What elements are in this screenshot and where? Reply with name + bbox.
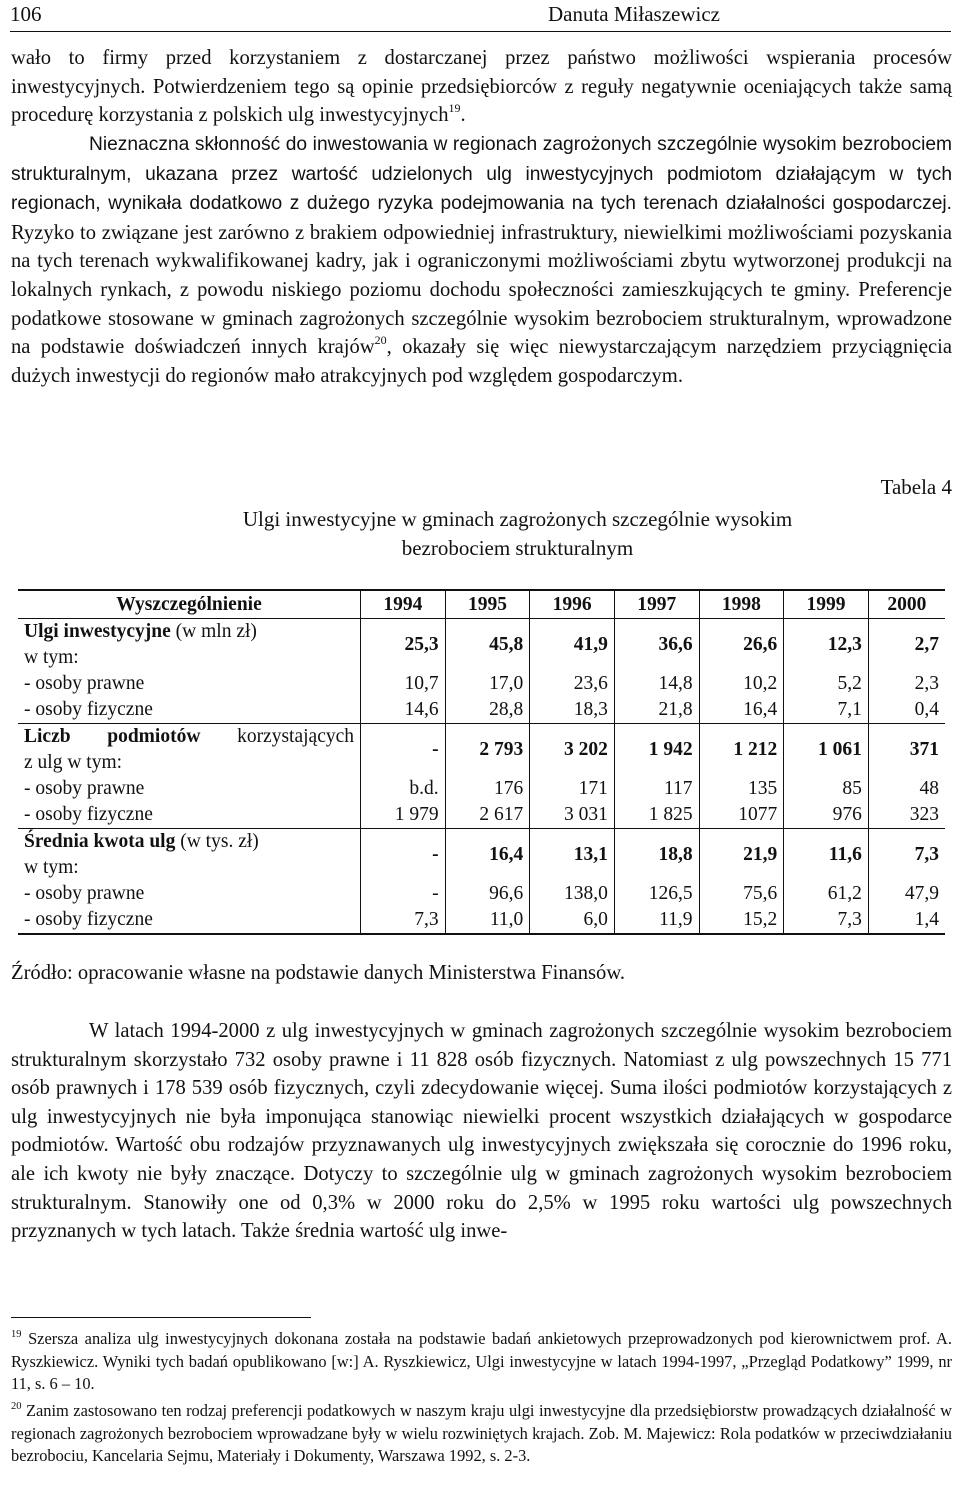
table-cell: 25,3 xyxy=(361,619,446,672)
table-cell: 7,3 xyxy=(361,907,446,934)
paragraph-1-text: wało to firmy przed korzystaniem z dostarczanej przez państwo możliwości wspierania procesów inwestycyjnych. Potwierdzeniem tego są opinie przedsiębiorców z reguły negatywnie oceniających także samą procedurę korzystania z polskich ulg inwestycyjnych xyxy=(11,47,952,127)
row-label: - osoby fizyczne xyxy=(18,907,361,934)
table-cell: 2,7 xyxy=(868,619,945,672)
table-cell: 176 xyxy=(445,776,530,802)
table-cell: 1 825 xyxy=(614,802,699,829)
paragraph-2-part-b: Ryzyko to związane jest zarówno z brakiem odpowiedniej infrastruktury, niewielkimi możliwościami pozyskania na tych terenach wykwalifikowanej kadry, jak i ograniczonymi możliwościami zbytu wytworzonej produkcji na lokalnych rynkach, z powodu niskiego poziomu dochodu społeczności zamieszkujących te gminy. Preferencje podatkowe stosowane w gminach zagrożonych szczególnie wysokim bezrobociem strukturalnym, wprowadzone na podstawie doświadczeń innych krajów xyxy=(11,221,952,359)
table-cell: 14,8 xyxy=(614,671,699,697)
table-cell: 126,5 xyxy=(614,881,699,907)
paragraph-3 xyxy=(11,1017,952,1246)
data-table xyxy=(18,589,945,935)
table-cell: 7,1 xyxy=(784,697,869,724)
header-cell: 1995 xyxy=(445,590,530,619)
table-cell: 5,2 xyxy=(784,671,869,697)
footnote-ref-19: 19 xyxy=(448,101,461,116)
table-cell: 11,9 xyxy=(614,907,699,934)
table-cell: 6,0 xyxy=(530,907,615,934)
table-cell: 61,2 xyxy=(784,881,869,907)
table-cell: 11,6 xyxy=(784,829,869,882)
table-cell: 117 xyxy=(614,776,699,802)
footnote-19-number: 19 xyxy=(11,1329,22,1340)
table-cell: 1 979 xyxy=(361,802,446,829)
table-row xyxy=(18,776,945,802)
paragraph-2 xyxy=(11,130,952,390)
table-cell: 2 793 xyxy=(445,724,530,777)
table-cell: 21,8 xyxy=(614,697,699,724)
table-cell: 16,4 xyxy=(699,697,784,724)
table-cell: 45,8 xyxy=(445,619,530,672)
table-cell: b.d. xyxy=(361,776,446,802)
table-header-row xyxy=(18,590,945,619)
header-cell: Wyszczególnienie xyxy=(18,590,361,619)
paragraph-3-text: W latach 1994-2000 z ulg inwestycyjnych w gminach zagrożonych szczególnie wysokim bezrobociem strukturalnym skorzystało 732 osoby prawne i 11 828 osób fizycznych. Natomiast z ulg powszechnych 15 771 osób prawnych i 178 539 osób fizycznych, czyli zdecydowanie więcej. Suma ilości podmiotów korzystających z ulg inwestycyjnych nie była imponująca stanowiąc niewielki procent wszystkich działających w gospodarce podmiotów. Wartość obu rodzajów przyznawanych ulg inwestycyjnych zwiększała się corocznie do 1996 roku, ale ich kwoty nie były znaczące. Dotyczy to szczególnie ulg w gminach zagrożonych wysokim bezrobociem strukturalnym. Stanowiły one od 0,3% w 2000 roku do 2,5% w 1995 roku wartości ulg powszechnych przyznanych w tych latach. Także średnia wartość ulg inwe- xyxy=(11,1020,952,1243)
table-cell: 18,8 xyxy=(614,829,699,882)
row-label: - osoby prawne xyxy=(18,671,361,697)
table-cell: 10,7 xyxy=(361,671,446,697)
paragraph-2-part-c: , okazały się więc niewystarczającym narzędziem przyciągnięcia dużych inwestycji do regionów mało atrakcyjnych pod względem gospodarczym. xyxy=(11,336,952,387)
table-cell: 13,1 xyxy=(530,829,615,882)
table-cell: 18,3 xyxy=(530,697,615,724)
table-row xyxy=(18,697,945,724)
table-cell: 171 xyxy=(530,776,615,802)
row-label: - osoby prawne xyxy=(18,881,361,907)
table-cell: 10,2 xyxy=(699,671,784,697)
row-label: - osoby fizyczne xyxy=(18,697,361,724)
table-row xyxy=(18,619,945,672)
table-cell: 0,4 xyxy=(914,699,939,720)
table-cell: - xyxy=(361,881,446,907)
row-label: - osoby fizyczne xyxy=(18,802,361,829)
table-cell: 75,6 xyxy=(699,881,784,907)
table-cell: 12,3 xyxy=(784,619,869,672)
table-cell: - xyxy=(361,724,446,777)
table-cell: 1077 xyxy=(699,802,784,829)
page-header xyxy=(10,0,950,28)
table-cell: 323 xyxy=(909,804,939,825)
footnote-20-number: 20 xyxy=(11,1401,22,1412)
table-cell: 3 202 xyxy=(530,724,615,777)
footnote-rule xyxy=(11,1317,311,1318)
table-cell: 2 617 xyxy=(445,802,530,829)
table-cell: 2,3 xyxy=(914,673,939,694)
footnote-19-text: Szersza analiza ulg inwestycyjnych dokonana została na podstawie badań ankietowych przeprowadzonych pod kierownictwem prof. A. Ryszkiewicz. Wyniki tych badań opublikowano [w:] A. Ryszkiewicz, Ulgi inwestycyjne w latach 1994-1997, „Przegląd Podatkowy” 1999, nr 11, s. 6 – 10. xyxy=(11,1329,952,1394)
header-cell: 1999 xyxy=(784,590,869,619)
row-label: - osoby prawne xyxy=(18,776,361,802)
paragraph-1 xyxy=(11,44,952,130)
running-head-author: Danuta Miłaszewicz xyxy=(547,2,720,26)
table-title-line-2: bezrobociem strukturalnym xyxy=(401,536,634,560)
table-cell: 1 942 xyxy=(614,724,699,777)
table-title xyxy=(150,505,885,563)
table-cell: 1 061 xyxy=(784,724,869,777)
row-label: Ulgi inwestycyjne (w mln zł) w tym: xyxy=(18,619,361,672)
header-rule xyxy=(10,31,951,32)
header-cell: 1996 xyxy=(530,590,615,619)
table-row xyxy=(18,907,945,934)
row-label: Średnia kwota ulg (w tys. zł) w tym: xyxy=(18,829,361,882)
footnote-20 xyxy=(11,1400,952,1468)
table-cell: 976 xyxy=(784,802,869,829)
paragraph-2-part-a: Nieznaczna skłonność do inwestowania w regionach zagrożonych szczególnie wysokim bezrobociem strukturalnym, ukazana przez wartość udzielonych ulg inwestycyjnych podmiotom działającym w tych regionach, wynikała dodatkowo z dużego ryzyka podejmowania na tych terenach działalności gospodarczej. xyxy=(11,134,952,215)
table-cell: 11,0 xyxy=(445,907,530,934)
table-row xyxy=(18,802,945,829)
table-cell: 1,4 xyxy=(868,907,945,934)
table-cell: 28,8 xyxy=(445,697,530,724)
header-cell: 2000 xyxy=(868,590,945,619)
table-row xyxy=(18,724,945,777)
header-cell: 1994 xyxy=(361,590,446,619)
table-cell: 48 xyxy=(919,778,939,799)
footnote-20-text: Zanim zastosowano ten rodzaj preferencji podatkowych w naszym kraju ulgi inwestycyjne dla przedsiębiorstw prowadzących działalność w regionach zagrożonych bezrobociem wprowadzane były w wielu rozwiniętych krajach. Zob. M. Majewicz: Rola podatków w przeciwdziałaniu bezrobociu, Kancelaria Sejmu, Materiały i Dokumenty, Warszawa 1992, s. 2-3. xyxy=(11,1401,952,1466)
table-cell: 7,3 xyxy=(868,829,945,882)
page-number: 106 xyxy=(10,2,42,26)
table-cell: 21,9 xyxy=(699,829,784,882)
header-cell: 1997 xyxy=(614,590,699,619)
table-row xyxy=(18,829,945,882)
table-cell: 14,6 xyxy=(361,697,446,724)
table-cell: - xyxy=(361,829,446,882)
table-cell: 26,6 xyxy=(699,619,784,672)
table-cell: 41,9 xyxy=(530,619,615,672)
table-cell: 135 xyxy=(699,776,784,802)
paragraph-1-end: . xyxy=(460,104,466,127)
table-cell: 85 xyxy=(784,776,869,802)
table-cell: 36,6 xyxy=(614,619,699,672)
table-number: Tabela 4 xyxy=(880,475,952,499)
table-cell: 16,4 xyxy=(445,829,530,882)
footnote-19 xyxy=(11,1328,952,1396)
table-row xyxy=(18,881,945,907)
table-cell: 17,0 xyxy=(445,671,530,697)
table-cell: 3 031 xyxy=(530,802,615,829)
table-source-note: Źródło: opracowanie własne na podstawie danych Ministerstwa Finansów. xyxy=(11,962,626,984)
footnote-ref-20: 20 xyxy=(374,333,387,348)
table-cell: 15,2 xyxy=(699,907,784,934)
table-cell: 1 212 xyxy=(699,724,784,777)
table-cell: 371 xyxy=(868,724,945,777)
row-label: Liczb podmiotów korzystających z ulg w tym: xyxy=(18,724,361,777)
table-row xyxy=(18,671,945,697)
table-cell: 7,3 xyxy=(784,907,869,934)
table-cell: 138,0 xyxy=(530,881,615,907)
table-cell: 23,6 xyxy=(530,671,615,697)
table-cell: 96,6 xyxy=(445,881,530,907)
header-cell: 1998 xyxy=(699,590,784,619)
table-cell: 47,9 xyxy=(904,883,939,904)
table-title-line-1: Ulgi inwestycyjne w gminach zagrożonych szczególnie wysokim xyxy=(242,507,793,531)
